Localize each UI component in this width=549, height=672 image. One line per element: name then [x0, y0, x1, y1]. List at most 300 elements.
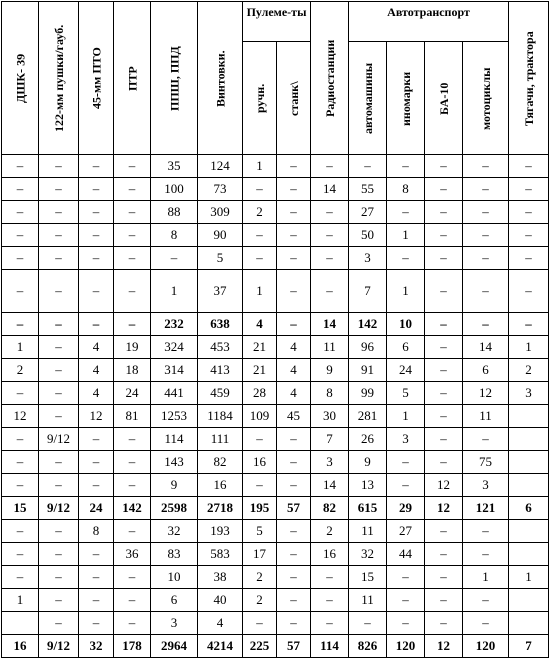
table-cell: – [114, 428, 151, 451]
table-cell: – [2, 201, 39, 224]
table-cell: – [425, 543, 463, 566]
table-cell: 12 [463, 382, 509, 405]
table-cell: – [39, 382, 79, 405]
table-cell: – [425, 247, 463, 270]
table-cell: – [463, 612, 509, 635]
table-cell: – [311, 270, 349, 313]
table-cell: 9/12 [39, 428, 79, 451]
header-radio: Радиостанции [311, 2, 349, 155]
table-cell: 4 [277, 382, 311, 405]
table-cell: 1 [387, 224, 425, 247]
table-cell: – [79, 612, 114, 635]
table-cell: 19 [114, 336, 151, 359]
table-cell: 111 [198, 428, 243, 451]
table-cell: – [509, 155, 549, 178]
table-cell: 4 [277, 336, 311, 359]
table-cell: 30 [311, 405, 349, 428]
table-cell: – [463, 224, 509, 247]
table-cell: 195 [243, 497, 277, 520]
table-cell: – [2, 247, 39, 270]
table-cell: 281 [349, 405, 387, 428]
table-cell: 826 [349, 635, 387, 658]
table-cell: – [425, 428, 463, 451]
table-cell: 11 [349, 520, 387, 543]
table-cell: 96 [349, 336, 387, 359]
table-cell: – [79, 270, 114, 313]
table-cell: – [463, 155, 509, 178]
table-cell: 50 [349, 224, 387, 247]
table-cell: – [425, 224, 463, 247]
table-cell: 309 [198, 201, 243, 224]
table-cell: – [311, 224, 349, 247]
table-cell: 9 [151, 474, 198, 497]
table-cell [509, 474, 549, 497]
table-cell [509, 589, 549, 612]
table-cell: – [509, 224, 549, 247]
table-cell: – [277, 270, 311, 313]
table-cell: – [2, 178, 39, 201]
table-cell: 38 [198, 566, 243, 589]
table-cell: 5 [198, 247, 243, 270]
table-cell: – [463, 589, 509, 612]
table-cell: – [79, 155, 114, 178]
table-cell: – [2, 451, 39, 474]
table-cell: – [311, 612, 349, 635]
table-cell: – [277, 201, 311, 224]
table-cell: 9/12 [39, 497, 79, 520]
table-cell: 8 [151, 224, 198, 247]
table-cell: – [79, 247, 114, 270]
table-cell: – [114, 155, 151, 178]
table-cell: – [2, 520, 39, 543]
table-cell: – [79, 589, 114, 612]
table-cell: 1184 [198, 405, 243, 428]
table-cell: 12 [425, 474, 463, 497]
table-cell: 121 [463, 497, 509, 520]
table-cell: – [387, 155, 425, 178]
table-cell: – [277, 451, 311, 474]
table-cell: 120 [463, 635, 509, 658]
table-cell: – [277, 224, 311, 247]
table-cell [509, 543, 549, 566]
header-group-mg: Пулеме-ты [243, 2, 311, 42]
table-cell: – [277, 612, 311, 635]
table-cell: – [311, 589, 349, 612]
table-cell: 15 [349, 566, 387, 589]
table-cell: – [243, 247, 277, 270]
table-cell: – [79, 566, 114, 589]
table-cell: 324 [151, 336, 198, 359]
table-cell [509, 405, 549, 428]
table-cell: – [277, 474, 311, 497]
table-cell: – [463, 543, 509, 566]
table-cell: – [79, 178, 114, 201]
table-cell: 3 [311, 451, 349, 474]
table-row [2, 359, 549, 382]
table-cell: 90 [198, 224, 243, 247]
table-cell: – [463, 270, 509, 313]
table-cell: – [114, 313, 151, 336]
table-cell: 1 [151, 270, 198, 313]
table-cell: 120 [387, 635, 425, 658]
table-row [2, 336, 549, 359]
table-cell: – [463, 247, 509, 270]
table-cell: – [425, 382, 463, 405]
table-cell: 16 [2, 635, 39, 658]
table-cell: – [79, 224, 114, 247]
header-ppsh: ППШ, ППД [151, 2, 198, 155]
table-cell: 24 [114, 382, 151, 405]
table-cell: 32 [151, 520, 198, 543]
table-cell: – [79, 201, 114, 224]
table-cell: – [463, 178, 509, 201]
table-cell: 2 [509, 359, 549, 382]
table-cell: – [243, 474, 277, 497]
table-cell: 9/12 [39, 635, 79, 658]
table-row [2, 474, 549, 497]
table-cell: 5 [387, 382, 425, 405]
table-cell: – [114, 566, 151, 589]
table-cell: – [114, 520, 151, 543]
table-cell: 27 [349, 201, 387, 224]
table-cell: 12 [79, 405, 114, 428]
table-cell: 2 [243, 589, 277, 612]
header-45mm: 45-мм ПТО [79, 2, 114, 155]
equipment-table [1, 1, 549, 658]
table-cell: – [277, 566, 311, 589]
table-cell: – [79, 543, 114, 566]
table-cell: – [114, 270, 151, 313]
table-cell: 57 [277, 635, 311, 658]
table-cell [509, 612, 549, 635]
table-cell: – [2, 428, 39, 451]
table-cell: 225 [243, 635, 277, 658]
table-cell: – [463, 520, 509, 543]
table-cell: – [114, 247, 151, 270]
table-cell: 24 [387, 359, 425, 382]
table-cell: – [2, 155, 39, 178]
table-cell: 10 [387, 313, 425, 336]
table-cell: 32 [349, 543, 387, 566]
table-cell: 459 [198, 382, 243, 405]
table-cell: 109 [243, 405, 277, 428]
table-cell: – [114, 201, 151, 224]
table-cell: 4 [79, 359, 114, 382]
header-foreign: иномарки [387, 42, 425, 155]
table-cell: 3 [151, 612, 198, 635]
table-cell: – [425, 155, 463, 178]
table-cell: 1 [243, 270, 277, 313]
table-cell: 83 [151, 543, 198, 566]
table-cell: 81 [114, 405, 151, 428]
table-cell: 18 [114, 359, 151, 382]
table-cell: – [509, 270, 549, 313]
table-cell: 2 [243, 201, 277, 224]
table-row [2, 405, 549, 428]
table-cell: 11 [463, 405, 509, 428]
table-cell: 45 [277, 405, 311, 428]
table-cell: – [277, 428, 311, 451]
table-cell: 7 [311, 428, 349, 451]
table-cell: 4 [243, 313, 277, 336]
table-cell: – [311, 247, 349, 270]
table-cell: 36 [114, 543, 151, 566]
table-cell: – [425, 359, 463, 382]
table-cell: 1 [509, 566, 549, 589]
table-cell: – [39, 247, 79, 270]
header-moto: мотоциклы [463, 42, 509, 155]
table-cell: – [387, 451, 425, 474]
table-cell: 583 [198, 543, 243, 566]
table-cell: 3 [509, 382, 549, 405]
table-cell: 1 [2, 589, 39, 612]
table-cell: 193 [198, 520, 243, 543]
table-cell: 91 [349, 359, 387, 382]
table-cell: 9 [311, 359, 349, 382]
table-cell: – [425, 520, 463, 543]
table-cell [509, 428, 549, 451]
table-cell: – [79, 474, 114, 497]
table-cell: – [311, 566, 349, 589]
table-row [2, 589, 549, 612]
table-cell: – [2, 382, 39, 405]
table-cell: 14 [311, 178, 349, 201]
table-cell: – [425, 405, 463, 428]
table-cell: – [79, 428, 114, 451]
table-cell: 638 [198, 313, 243, 336]
table-cell: – [39, 224, 79, 247]
table-cell: 232 [151, 313, 198, 336]
table-cell: 26 [349, 428, 387, 451]
table-cell: 11 [311, 336, 349, 359]
table-cell: 11 [349, 589, 387, 612]
table-cell: – [39, 178, 79, 201]
table-cell: 114 [151, 428, 198, 451]
table-cell: – [463, 201, 509, 224]
table-cell: – [425, 451, 463, 474]
table-cell: 6 [151, 589, 198, 612]
table-cell: – [151, 247, 198, 270]
table-cell: 35 [151, 155, 198, 178]
table-row [2, 178, 549, 201]
table-cell: – [277, 155, 311, 178]
table-cell: – [39, 589, 79, 612]
table-body [2, 155, 549, 658]
table-cell: – [425, 201, 463, 224]
table-cell: 82 [311, 497, 349, 520]
table-cell: – [79, 451, 114, 474]
table-cell: – [463, 313, 509, 336]
table-cell: – [277, 178, 311, 201]
table-row [2, 313, 549, 336]
table-cell: – [387, 474, 425, 497]
table-cell: – [387, 247, 425, 270]
table-cell: 4214 [198, 635, 243, 658]
table-cell: – [509, 178, 549, 201]
table-cell: 4 [198, 612, 243, 635]
table-cell: – [387, 201, 425, 224]
table-cell: – [39, 270, 79, 313]
table-cell: – [425, 589, 463, 612]
table-cell: 16 [243, 451, 277, 474]
table-cell: 17 [243, 543, 277, 566]
table-cell: – [2, 224, 39, 247]
table-cell: – [277, 543, 311, 566]
table-cell: 44 [387, 543, 425, 566]
table-row [2, 270, 549, 313]
table-cell: 1 [387, 270, 425, 313]
table-cell: 32 [79, 635, 114, 658]
table-row [2, 428, 549, 451]
table-cell: 6 [387, 336, 425, 359]
table-header [2, 2, 549, 155]
table-cell: 8 [311, 382, 349, 405]
table-cell: – [39, 520, 79, 543]
table-cell: – [425, 566, 463, 589]
table-cell: 7 [509, 635, 549, 658]
table-cell: 21 [243, 336, 277, 359]
table-cell: 4 [277, 359, 311, 382]
table-cell: 143 [151, 451, 198, 474]
table-cell: 7 [349, 270, 387, 313]
header-mg-hand: ручн. [243, 42, 277, 155]
table-cell: – [425, 178, 463, 201]
table-cell: 9 [349, 451, 387, 474]
table-cell: – [243, 612, 277, 635]
table-cell: – [509, 247, 549, 270]
table-cell: 16 [198, 474, 243, 497]
table-cell: 12 [425, 497, 463, 520]
table-cell: 40 [198, 589, 243, 612]
table-cell: 8 [387, 178, 425, 201]
header-mg-stank: станк\ [277, 42, 311, 155]
table-cell: – [425, 270, 463, 313]
table-cell: – [39, 313, 79, 336]
table-cell: 57 [277, 497, 311, 520]
header-tractors: Тягачи, трактора [509, 2, 549, 155]
table-cell: – [114, 589, 151, 612]
table-cell: 2 [311, 520, 349, 543]
header-ba10: БА-10 [425, 42, 463, 155]
table-cell: 314 [151, 359, 198, 382]
table-cell: 99 [349, 382, 387, 405]
table-cell: 24 [79, 497, 114, 520]
table-cell: 14 [311, 313, 349, 336]
table-cell: 2718 [198, 497, 243, 520]
table-cell: – [79, 313, 114, 336]
table-cell: 13 [349, 474, 387, 497]
table-cell: 2598 [151, 497, 198, 520]
table-cell: – [39, 201, 79, 224]
table-cell: – [2, 474, 39, 497]
table-cell: – [311, 155, 349, 178]
table-cell: 453 [198, 336, 243, 359]
table-cell: 10 [151, 566, 198, 589]
table-cell: 1 [463, 566, 509, 589]
table-cell: 75 [463, 451, 509, 474]
table-cell: – [387, 566, 425, 589]
table-cell: 21 [243, 359, 277, 382]
table-cell: 88 [151, 201, 198, 224]
table-cell: 14 [311, 474, 349, 497]
table-cell: – [39, 336, 79, 359]
table-cell: 6 [509, 497, 549, 520]
table-cell: – [277, 589, 311, 612]
table-row [2, 635, 549, 658]
table-cell: 16 [311, 543, 349, 566]
header-rifles: Винтовки. [198, 2, 243, 155]
table-cell: – [39, 566, 79, 589]
table-cell: 3 [463, 474, 509, 497]
table-cell: – [114, 178, 151, 201]
table-cell: 142 [349, 313, 387, 336]
table-row [2, 201, 549, 224]
table-cell: 12 [2, 405, 39, 428]
table-cell: 12 [425, 635, 463, 658]
table-cell: 3 [387, 428, 425, 451]
table-cell: 4 [79, 382, 114, 405]
table-cell: 3 [349, 247, 387, 270]
table-row [2, 566, 549, 589]
table-cell: 178 [114, 635, 151, 658]
table-cell: – [349, 612, 387, 635]
table-cell: – [39, 155, 79, 178]
table-cell: 441 [151, 382, 198, 405]
table-cell: 1 [2, 336, 39, 359]
header-ptr: ПТР [114, 2, 151, 155]
table-row [2, 497, 549, 520]
table-row [2, 612, 549, 635]
table-cell: 100 [151, 178, 198, 201]
table-cell: 1 [387, 405, 425, 428]
table-cell: – [2, 543, 39, 566]
table-cell: 1 [243, 155, 277, 178]
table-row [2, 543, 549, 566]
table-cell: – [2, 566, 39, 589]
table-cell: 615 [349, 497, 387, 520]
table-cell: – [39, 474, 79, 497]
header-dshk: ДШК- 39 [2, 2, 39, 155]
table-cell: 29 [387, 497, 425, 520]
table-cell: 2 [2, 359, 39, 382]
header-group-transport: Автотранспорт [349, 2, 509, 42]
table-row [2, 155, 549, 178]
table-cell: – [277, 247, 311, 270]
table-cell: – [425, 313, 463, 336]
table-cell: 413 [198, 359, 243, 382]
table-row [2, 224, 549, 247]
table-cell: – [114, 451, 151, 474]
table-cell: 1253 [151, 405, 198, 428]
table-cell: 1 [509, 336, 549, 359]
table-cell: – [39, 612, 79, 635]
table-cell: – [425, 336, 463, 359]
table-cell [509, 520, 549, 543]
table-cell: – [39, 405, 79, 428]
table-cell: 6 [463, 359, 509, 382]
table-cell: – [463, 428, 509, 451]
table-cell: 114 [311, 635, 349, 658]
table-cell: – [243, 428, 277, 451]
table-cell: 28 [243, 382, 277, 405]
table-cell: 5 [243, 520, 277, 543]
table-cell: 55 [349, 178, 387, 201]
table-cell: 2 [243, 566, 277, 589]
table-cell: – [311, 201, 349, 224]
table-cell: – [114, 612, 151, 635]
table-cell: – [387, 612, 425, 635]
table-cell: – [2, 313, 39, 336]
